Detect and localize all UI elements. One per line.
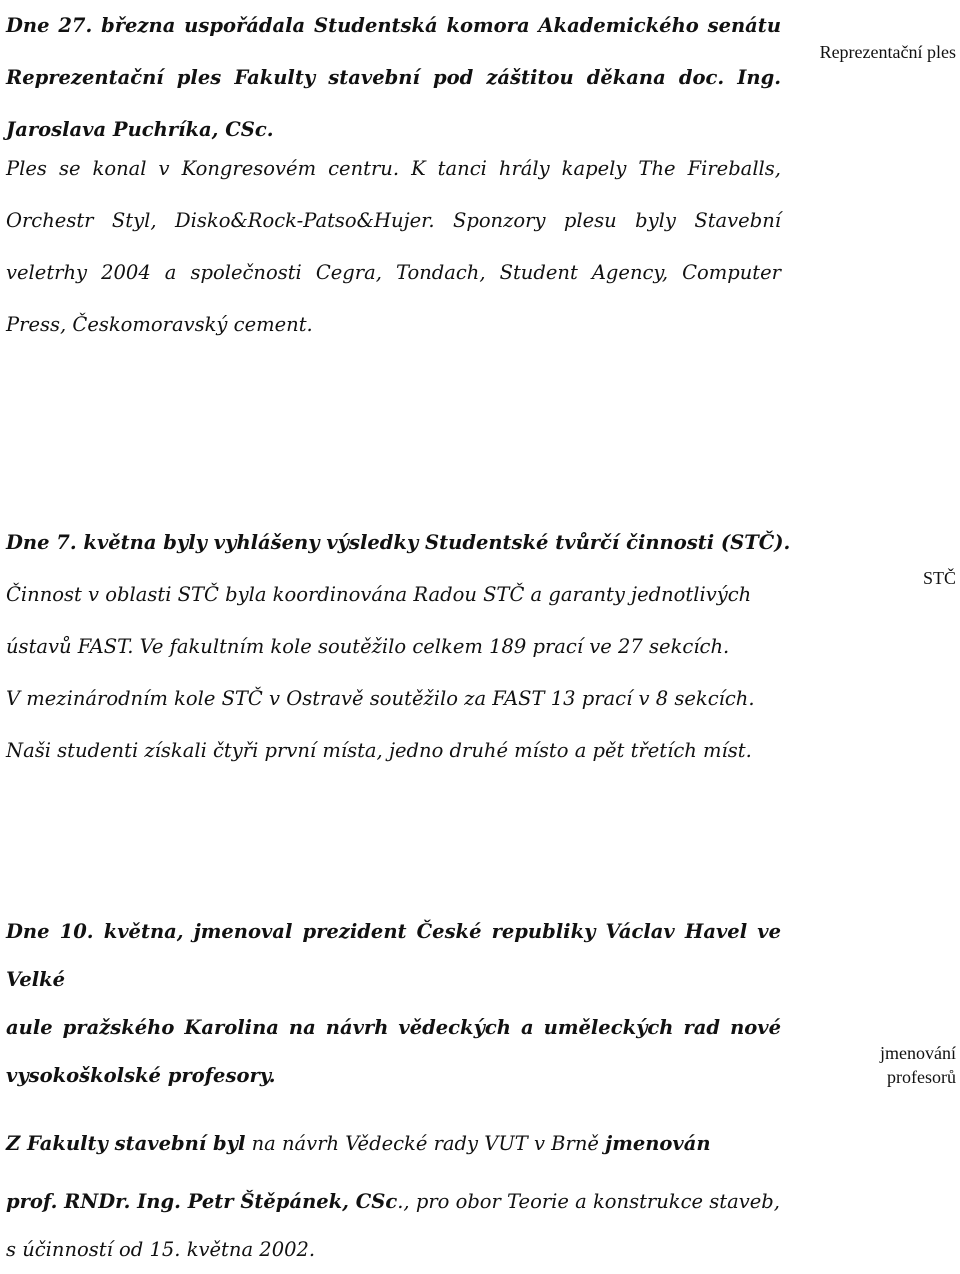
text-line: vysokoškolské profesory. bbox=[6, 1064, 276, 1087]
text-line: Dne 27. března uspořádala Studentská komora Akademického senátu bbox=[6, 14, 781, 37]
text-line: Dne 10. května, jmenoval prezident České republiky Václav Havel ve Velké bbox=[6, 920, 781, 991]
text-line: Dne 7. května byly vyhlášeny výsledky Studentské tvůrčí činnosti (STČ). bbox=[6, 531, 791, 554]
side-label-stc: STČ bbox=[922, 568, 956, 588]
text-line: ústavů FAST. Ve fakultním kole soutěžilo celkem 189 prací ve 27 sekcích. bbox=[6, 635, 730, 658]
professor-name: prof. RNDr. Ing. Petr Štěpánek, CSc bbox=[6, 1190, 398, 1213]
stc-results bbox=[6, 517, 791, 777]
text-line: Ples se konal v Kongresovém centru. K tanci hrály kapely The Fireballs, bbox=[6, 157, 781, 180]
appointment-line bbox=[6, 1178, 781, 1226]
side-label-ples: Reprezentační ples bbox=[819, 42, 956, 62]
side-label-line: jmenování bbox=[880, 1043, 956, 1063]
ball-details bbox=[6, 143, 781, 351]
text-line: Činnost v oblasti STČ byla koordinována Radou STČ a garanty jednotlivých bbox=[6, 583, 752, 606]
text-line: Press, Českomoravský cement. bbox=[6, 313, 313, 336]
side-label-line: profesorů bbox=[887, 1067, 956, 1087]
appointment-line: s účinností od 15. května 2002. bbox=[6, 1238, 316, 1261]
side-label-jmenovani bbox=[880, 1041, 956, 1089]
appointment-line bbox=[6, 1120, 781, 1168]
text-line: Jaroslava Puchríka, CSc. bbox=[6, 118, 274, 141]
text-line: V mezinárodním kole STČ v Ostravě soutěžilo za FAST 13 prací v 8 sekcích. bbox=[6, 687, 755, 710]
appointment-part: ., pro obor Teorie a konstrukce staveb, bbox=[397, 1190, 780, 1213]
appointment-part: na návrh Vědecké rady VUT v Brně bbox=[245, 1132, 606, 1155]
text-line: Orchestr Styl, Disko&Rock-Patso&Hujer. Sponzory plesu byly Stavební bbox=[6, 209, 781, 232]
appointment-part: jmenován bbox=[605, 1132, 711, 1155]
professor-appointment bbox=[6, 908, 781, 1274]
text-line: Naši studenti získali čtyři první místa, jedno druhé místo a pět třetích míst. bbox=[6, 739, 752, 762]
text-line: aule pražského Karolina na návrh vědeckých a uměleckých rad nové bbox=[6, 1016, 781, 1039]
appointment-part: Z Fakulty stavební byl bbox=[6, 1132, 246, 1155]
text-line: Reprezentační ples Fakulty stavební pod záštitou děkana doc. Ing. bbox=[6, 66, 781, 89]
text-line: veletrhy 2004 a společnosti Cegra, Tondach, Student Agency, Computer bbox=[6, 261, 781, 284]
ball-announcement bbox=[6, 0, 781, 156]
